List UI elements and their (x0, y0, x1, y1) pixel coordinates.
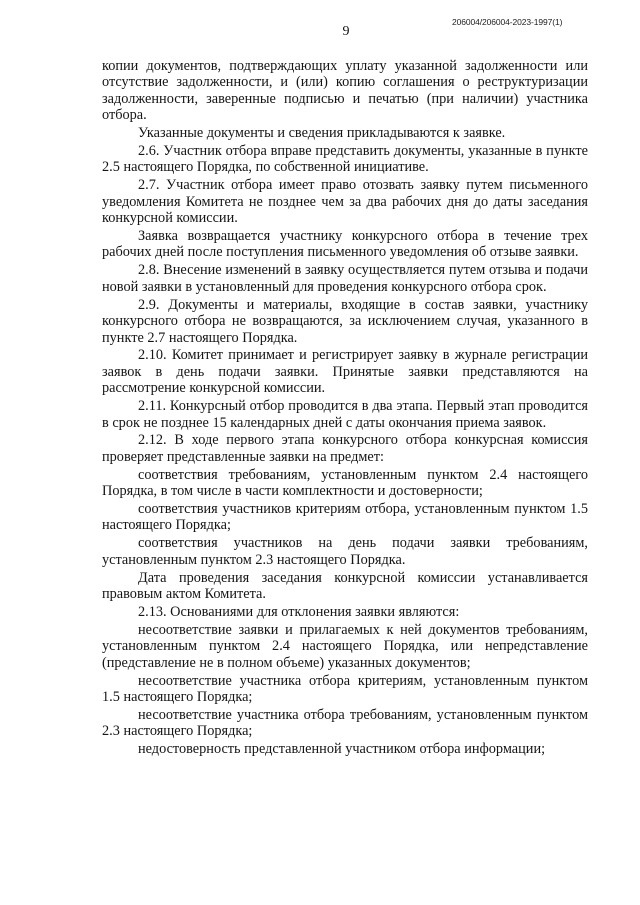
paragraph: 2.11. Конкурсный отбор проводится в два этапа. Первый этап проводится в срок не позднее 15 календарных дней с даты окончания приема заявок. (102, 398, 588, 431)
paragraph: Заявка возвращается участнику конкурсного отбора в течение трех рабочих дней после поступления письменного уведомления об отзыве заявки. (102, 228, 588, 261)
paragraph: копии документов, подтверждающих уплату указанной задолженности или отсутствие задолженности, и (или) копию соглашения о реструктуризации задолженности, заверенные подписью и печатью (при наличии) участника отбора. (102, 58, 588, 124)
paragraph: несоответствие заявки и прилагаемых к ней документов требованиям, установленным пунктом 2.4 настоящего Порядка, или непредставление (представление не в полном объеме) указанных документов; (102, 621, 588, 671)
paragraph: 2.13. Основаниями для отклонения заявки являются: (138, 604, 460, 620)
paragraph: соответствия требованиям, установленным пунктом 2.4 настоящего Порядка, в том числе в части комплектности и достоверности; (102, 466, 588, 500)
paragraph: соответствия участников критериям отбора, установленным пунктом 1.5 настоящего Порядка; (102, 501, 588, 534)
document-id: 206004/206004-2023-1997(1) (452, 17, 563, 27)
paragraph: Дата проведения заседания конкурсной комиссии устанавливается правовым актом Комитета. (102, 569, 588, 603)
paragraph: 2.6. Участник отбора вправе представить документы, указанные в пункте 2.5 настоящего Порядка, по собственной инициативе. (102, 143, 588, 176)
paragraph: 2.8. Внесение изменений в заявку осуществляется путем отзыва и подачи новой заявки в установленный для проведения конкурсного отбора срок. (102, 262, 588, 295)
paragraph: недостоверность представленной участником отбора информации; (138, 741, 546, 758)
paragraph: 2.9. Документы и материалы, входящие в состав заявки, участнику конкурсного отбора не возвращаются, за исключением случая, указанного в пункте 2.7 настоящего Порядка. (102, 296, 588, 346)
paragraph: соответствия участников на день подачи заявки требованиям, установленным пунктом 2.3 настоящего Порядка. (102, 535, 588, 568)
paragraph: несоответствие участника отбора требованиям, установленным пунктом 2.3 настоящего Порядка; (102, 706, 588, 740)
paragraph: 2.7. Участник отбора имеет право отозвать заявку путем письменного уведомления Комитета не позднее чем за два рабочих дня до даты заседания конкурсной комиссии. (102, 177, 588, 227)
paragraph: несоответствие участника отбора критериям, установленным пунктом 1.5 настоящего Порядка; (102, 672, 588, 706)
paragraph: 2.12. В ходе первого этапа конкурсного отбора конкурсная комиссия проверяет представленные заявки на предмет: (102, 432, 588, 465)
page-number: 9 (342, 24, 350, 39)
paragraph: Указанные документы и сведения прикладываются к заявке. (138, 125, 506, 142)
document-body (102, 58, 588, 759)
paragraph: 2.10. Комитет принимает и регистрирует заявку в журнале регистрации заявок в день подачи заявки. Принятые заявки представляются на рассмотрение конкурсной комиссии. (102, 347, 588, 397)
